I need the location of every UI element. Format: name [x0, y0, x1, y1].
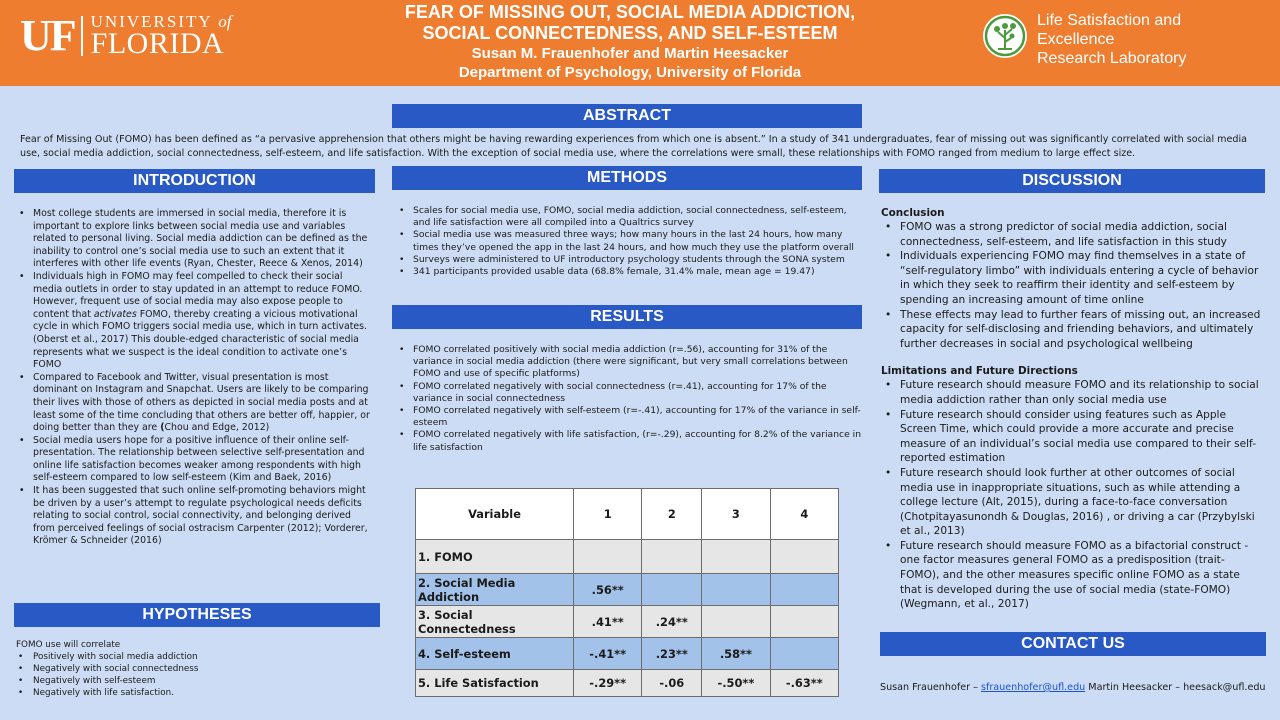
results-item: • FOMO correlated negatively with life satisfaction, (r=-.29), accounting for 8.2% of the variance in life satisfaction [396, 429, 862, 453]
limitations-item: • Future research should measure FOMO as a bifactorial construct - one factor measures general FOMO as a predisposition (trait-FOMO), and the other measures specific online FOMO as a state that is developed during the use of social media (state-FOMO) (Wegmann, et al., 2017) [881, 539, 1261, 612]
uf-florida-text: FLORIDA [90, 27, 225, 60]
abstract-heading: ABSTRACT [392, 104, 862, 128]
uf-monogram: UF [20, 11, 75, 60]
intro-bullet: • Compared to Facebook and Twitter, visual presentation is most dominant on Instagram and Snapchat. Users are likely to be comparing their lives with those of others as depicted in social media posts and at least some of the time concluding that others are better off, happier, or doing better than they are (Chou and Edge, 2012) [16, 372, 374, 435]
table-cell [702, 606, 770, 638]
uf-university-text: UNIVERSITY [90, 12, 213, 31]
results-item: • FOMO correlated negatively with social connectedness (r=.41), accounting for 17% of the variance in social connectedness [396, 381, 862, 405]
table-row-label: 4. Self-esteem [416, 638, 574, 670]
table-header: 3 [702, 489, 770, 540]
hypotheses-heading: HYPOTHESES [14, 603, 380, 627]
uf-of-text: of [218, 12, 232, 31]
results-heading: RESULTS [392, 305, 862, 329]
introduction-section [16, 208, 374, 548]
table-row-label: 3. Social Connectedness [416, 606, 574, 638]
conclusion-item: • These effects may lead to further fears of missing out, an increased capacity for self-disclosing and friending behaviors, and ultimately further decreases in social and psychological wellbeing [881, 308, 1261, 352]
correlation-table [415, 488, 839, 697]
limitations-item: • Future research should measure FOMO and its relationship to social media addiction rather than only social media use [881, 378, 1261, 407]
methods-item: • Surveys were administered to UF introductory psychology students through the SONA system [396, 254, 862, 266]
table-cell: .58** [702, 638, 770, 670]
table-cell [770, 574, 838, 606]
results-item: • FOMO correlated negatively with self-esteem (r=-.41), accounting for 17% of the variance in self-esteem [396, 405, 862, 429]
hypotheses-section [16, 639, 374, 699]
table-row [416, 574, 839, 606]
contact-line [880, 682, 1270, 693]
limitations-item: • Future research should look further at other outcomes of social media use in inappropriate situations, such as while attending a college lecture (Alt, 2015), during a face-to-face conversation (Chotpitayasunondh & Douglas, 2016) , or driving a car (Przybylski et al., 2013) [881, 466, 1261, 539]
methods-heading: METHODS [392, 166, 862, 190]
table-row-label: 5. Life Satisfaction [416, 670, 574, 697]
table-cell [642, 540, 702, 574]
conclusion-item: • FOMO was a strong predictor of social media addiction, social connectedness, self-esteem, and life satisfaction in this study [881, 220, 1261, 249]
table-header-row [416, 489, 839, 540]
uf-logo [20, 11, 232, 60]
intro-bullet: • Social media users hope for a positive influence of their online self-presentation. The relationship between selective self-presentation and online life satisfaction becomes weaker among respondents with high self-esteem compared to low self-esteem (Kim and Baek, 2016) [16, 435, 374, 485]
table-row [416, 670, 839, 697]
table-cell: .24** [642, 606, 702, 638]
table-cell [702, 540, 770, 574]
methods-item: • Social media use was measured three ways; how many hours in the last 24 hours, how many times they’ve opened the app in the last 24 hours, and how much they use the platform overall [396, 229, 862, 253]
conclusion-item: • Individuals experiencing FOMO may find themselves in a state of “self-regulatory limbo” with individuals entering a cycle of behavior in which they seek to reaffirm their identity and self-esteem by spending an increasing amount of time online [881, 249, 1261, 307]
methods-item: • 341 participants provided usable data (68.8% female, 31.4% male, mean age = 19.47) [396, 266, 862, 278]
tree-icon [983, 14, 1027, 58]
table-header: 1 [574, 489, 642, 540]
table-cell [770, 638, 838, 670]
table-cell: -.50** [702, 670, 770, 697]
table-cell: -.63** [770, 670, 838, 697]
hypotheses-lead: FOMO use will correlate [16, 640, 121, 650]
discussion-heading: DISCUSSION [879, 169, 1265, 193]
email-link[interactable]: sfrauenhofer@ufl.edu [980, 682, 1086, 693]
hypothesis-item: • Positively with social media addiction [16, 651, 374, 663]
table-cell [770, 606, 838, 638]
table-cell [702, 574, 770, 606]
poster-header [0, 0, 1280, 86]
table-cell [770, 540, 838, 574]
table-header: 2 [642, 489, 702, 540]
logo-divider [81, 16, 83, 56]
table-row-label: 1. FOMO [416, 540, 574, 574]
abstract-text: Fear of Missing Out (FOMO) has been defined as “a pervasive apprehension that others might be having rewarding experiences from which one is absent.” In a study of 341 undergraduates, fear of missing out was significantly correlated with social media use, social media addiction, social connectedness, self-esteem, and life satisfaction. With the exception of social media use, where the correlations were small, these relationships with FOMO ranged from medium to large effect size. [20, 134, 1248, 159]
conclusion-heading: Conclusion [881, 207, 945, 219]
table-cell: -.41** [574, 638, 642, 670]
poster-title-line2: SOCIAL CONNECTEDNESS, AND SELF-ESTEEM [422, 23, 838, 43]
contact-rest: Martin Heesacker – heesack@ufl.edu [1085, 682, 1266, 693]
table-cell: .41** [574, 606, 642, 638]
uf-wordmark [91, 14, 232, 58]
table-header: 4 [770, 489, 838, 540]
hypothesis-item: • Negatively with social connectedness [16, 663, 374, 675]
results-item: • FOMO correlated positively with social media addiction (r=.56), accounting for 31% of the variance in social media addiction (there were significant, but very small correlations between FOMO and use of specific platforms) [396, 344, 862, 381]
table-cell [574, 540, 642, 574]
table-cell: .23** [642, 638, 702, 670]
intro-bullet: • Individuals high in FOMO may feel compelled to check their social media outlets in order to stay updated in an attempt to reduce FOMO. However, frequent use of social media may also expose people to content that activates FOMO, thereby creating a vicious motivational cycle in which FOMO triggers social media use, which in turn activates. (Oberst et al., 2017) This double-edged characteristic of social media represents what we suspect is the ideal condition to activate one’s FOMO [16, 271, 374, 372]
table-row [416, 540, 839, 574]
limitations-item: • Future research should consider using features such as Apple Screen Time, which could provide a more accurate and precise measure of an individual’s social media use compared to their self-reported estimation [881, 408, 1261, 466]
table-row-label: 2. Social Media Addiction [416, 574, 574, 606]
poster-title-line1: FEAR OF MISSING OUT, SOCIAL MEDIA ADDICTION, [404, 2, 856, 22]
table-cell: .56** [574, 574, 642, 606]
results-section [396, 344, 862, 454]
table-cell [642, 574, 702, 606]
methods-item: • Scales for social media use, FOMO, social media addiction, social connectedness, self-esteem, and life satisfaction were all compiled into a Qualtrics survey [396, 205, 862, 229]
table-cell: -.06 [642, 670, 702, 697]
contact-name-1: Susan Frauenhofer – [880, 682, 981, 693]
table-row [416, 606, 839, 638]
introduction-heading: INTRODUCTION [14, 169, 375, 193]
limitations-heading: Limitations and Future Directions [881, 365, 1078, 378]
intro-bullet: • It has been suggested that such online self-promoting behaviors might be driven by a user’s attempt to regulate psychological needs deficits relating to social control, social connectivity, and belonging derived from perceived feelings of social ostracism Carpenter (2012); Vorderer, Krömer & Schneider (2016) [16, 485, 374, 548]
hypothesis-item: • Negatively with self-esteem [16, 675, 374, 687]
poster-authors: Susan M. Frauenhofer and Martin Heesacker [471, 45, 789, 62]
poster-department: Department of Psychology, University of Florida [458, 64, 802, 81]
discussion-section [881, 206, 1261, 612]
intro-bullet: • Most college students are immersed in social media, therefore it is important to explore links between social media use and variables related to personal living. Social media addiction can be defined as the inability to control one’s social media use to such an extent that it interferes with other life events (Ryan, Chester, Reece & Xenos, 2014) [16, 208, 374, 271]
table-cell: -.29** [574, 670, 642, 697]
lab-name: Life Satisfaction and Excellence Research Laboratory [1037, 12, 1187, 67]
table-header: Variable [416, 489, 574, 540]
table-row [416, 638, 839, 670]
poster-title-block [340, 2, 920, 82]
methods-section [396, 205, 862, 278]
contact-heading: CONTACT US [880, 632, 1266, 656]
hypothesis-item: • Negatively with life satisfaction. [16, 687, 374, 699]
